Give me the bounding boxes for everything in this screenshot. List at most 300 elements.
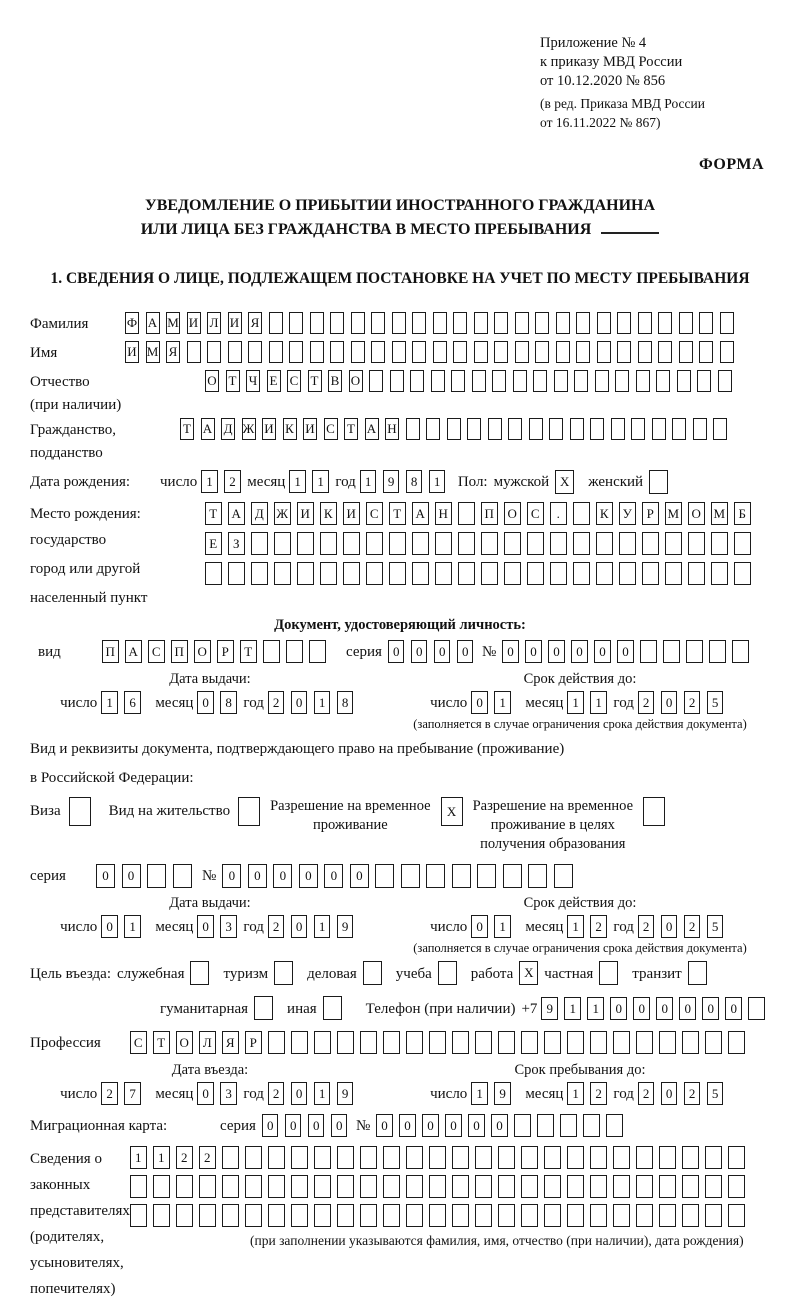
char-cell[interactable] <box>269 341 283 363</box>
char-cell[interactable] <box>383 1031 400 1054</box>
char-cell[interactable] <box>431 370 445 392</box>
char-cell[interactable]: 3 <box>220 915 237 938</box>
char-cell[interactable]: С <box>366 502 383 525</box>
char-cell[interactable] <box>458 502 475 525</box>
char-cell[interactable] <box>728 1204 745 1227</box>
char-cell[interactable]: 2 <box>268 691 285 714</box>
char-cell[interactable] <box>429 1031 446 1054</box>
char-cell[interactable]: 0 <box>679 997 696 1020</box>
char-cell[interactable] <box>481 562 498 585</box>
char-cell[interactable]: 0 <box>633 997 650 1020</box>
char-cell[interactable]: 0 <box>548 640 565 663</box>
char-cell[interactable]: 1 <box>590 691 607 714</box>
char-cell[interactable]: 0 <box>491 1114 508 1137</box>
char-cell[interactable] <box>611 418 625 440</box>
char-cell[interactable] <box>682 1146 699 1169</box>
char-cell[interactable] <box>360 1204 377 1227</box>
char-cell[interactable] <box>498 1204 515 1227</box>
char-cell[interactable] <box>590 1146 607 1169</box>
char-cell[interactable] <box>452 1031 469 1054</box>
char-cell[interactable]: 0 <box>502 640 519 663</box>
char-cell[interactable] <box>390 370 404 392</box>
char-cell[interactable] <box>748 997 765 1020</box>
char-cell[interactable] <box>406 418 420 440</box>
char-cell[interactable] <box>613 1146 630 1169</box>
char-cell[interactable]: М <box>665 502 682 525</box>
char-cell[interactable]: А <box>412 502 429 525</box>
char-cell[interactable] <box>679 341 693 363</box>
char-cell[interactable] <box>392 312 406 334</box>
char-cell[interactable] <box>504 562 521 585</box>
char-cell[interactable] <box>508 418 522 440</box>
char-cell[interactable]: 0 <box>122 864 141 888</box>
char-cell[interactable]: 0 <box>422 1114 439 1137</box>
char-cell[interactable] <box>467 418 481 440</box>
char-cell[interactable]: 0 <box>445 1114 462 1137</box>
char-cell[interactable]: 1 <box>567 915 584 938</box>
char-cell[interactable]: 2 <box>684 1082 701 1105</box>
char-cell[interactable]: 1 <box>564 997 581 1020</box>
char-cell[interactable]: П <box>481 502 498 525</box>
char-cell[interactable] <box>383 1175 400 1198</box>
visa-checkbox[interactable] <box>69 797 91 826</box>
char-cell[interactable]: 0 <box>411 640 428 663</box>
char-cell[interactable] <box>688 562 705 585</box>
char-cell[interactable] <box>697 370 711 392</box>
char-cell[interactable]: 0 <box>197 691 214 714</box>
char-cell[interactable] <box>677 370 691 392</box>
sex-male-checkbox[interactable]: X <box>555 470 574 494</box>
char-cell[interactable] <box>619 532 636 555</box>
char-cell[interactable]: 0 <box>376 1114 393 1137</box>
char-cell[interactable]: 7 <box>124 1082 141 1105</box>
char-cell[interactable]: 0 <box>661 691 678 714</box>
char-cell[interactable] <box>371 341 385 363</box>
char-cell[interactable] <box>521 1031 538 1054</box>
char-cell[interactable] <box>245 1204 262 1227</box>
char-cell[interactable]: 2 <box>268 1082 285 1105</box>
char-cell[interactable] <box>351 341 365 363</box>
char-cell[interactable]: Т <box>153 1031 170 1054</box>
char-cell[interactable] <box>369 370 383 392</box>
char-cell[interactable] <box>513 370 527 392</box>
char-cell[interactable]: 0 <box>468 1114 485 1137</box>
char-cell[interactable] <box>245 1146 262 1169</box>
char-cell[interactable] <box>228 341 242 363</box>
char-cell[interactable]: К <box>283 418 297 440</box>
char-cell[interactable]: 2 <box>638 915 655 938</box>
char-cell[interactable]: 2 <box>590 915 607 938</box>
char-cell[interactable] <box>514 1114 531 1137</box>
char-cell[interactable]: 0 <box>222 864 241 888</box>
char-cell[interactable] <box>360 1146 377 1169</box>
char-cell[interactable] <box>705 1031 722 1054</box>
char-cell[interactable] <box>472 370 486 392</box>
char-cell[interactable] <box>360 1175 377 1198</box>
char-cell[interactable]: 0 <box>661 1082 678 1105</box>
char-cell[interactable] <box>268 1146 285 1169</box>
char-cell[interactable]: 1 <box>201 470 218 493</box>
char-cell[interactable]: 0 <box>248 864 267 888</box>
purpose-study-checkbox[interactable] <box>438 961 457 985</box>
char-cell[interactable]: 5 <box>707 691 724 714</box>
char-cell[interactable] <box>153 1175 170 1198</box>
char-cell[interactable] <box>705 1175 722 1198</box>
char-cell[interactable] <box>199 1204 216 1227</box>
char-cell[interactable] <box>458 562 475 585</box>
char-cell[interactable] <box>268 1204 285 1227</box>
char-cell[interactable] <box>556 312 570 334</box>
char-cell[interactable] <box>659 1204 676 1227</box>
temp-residence-education-checkbox[interactable] <box>643 797 665 826</box>
char-cell[interactable] <box>330 312 344 334</box>
char-cell[interactable]: 1 <box>494 915 511 938</box>
char-cell[interactable]: Д <box>251 502 268 525</box>
char-cell[interactable] <box>330 341 344 363</box>
char-cell[interactable] <box>475 1204 492 1227</box>
char-cell[interactable] <box>251 532 268 555</box>
char-cell[interactable] <box>659 1175 676 1198</box>
char-cell[interactable] <box>537 1114 554 1137</box>
char-cell[interactable]: С <box>527 502 544 525</box>
temp-residence-checkbox[interactable]: X <box>441 797 463 826</box>
char-cell[interactable] <box>426 864 445 888</box>
char-cell[interactable] <box>337 1204 354 1227</box>
char-cell[interactable]: О <box>194 640 211 663</box>
char-cell[interactable]: 0 <box>331 1114 348 1137</box>
char-cell[interactable]: 1 <box>471 1082 488 1105</box>
char-cell[interactable]: З <box>228 532 245 555</box>
char-cell[interactable] <box>429 1204 446 1227</box>
char-cell[interactable]: 8 <box>337 691 354 714</box>
char-cell[interactable]: 1 <box>567 691 584 714</box>
char-cell[interactable] <box>659 1146 676 1169</box>
purpose-business-checkbox[interactable] <box>363 961 382 985</box>
char-cell[interactable] <box>682 1204 699 1227</box>
char-cell[interactable] <box>693 418 707 440</box>
char-cell[interactable] <box>711 562 728 585</box>
char-cell[interactable] <box>544 1175 561 1198</box>
char-cell[interactable] <box>636 1175 653 1198</box>
char-cell[interactable]: Л <box>199 1031 216 1054</box>
char-cell[interactable]: И <box>228 312 242 334</box>
char-cell[interactable]: . <box>550 502 567 525</box>
char-cell[interactable]: К <box>596 502 613 525</box>
char-cell[interactable] <box>130 1175 147 1198</box>
char-cell[interactable] <box>147 864 166 888</box>
char-cell[interactable] <box>544 1146 561 1169</box>
char-cell[interactable] <box>521 1204 538 1227</box>
char-cell[interactable] <box>453 312 467 334</box>
char-cell[interactable] <box>320 532 337 555</box>
char-cell[interactable] <box>343 532 360 555</box>
char-cell[interactable] <box>498 1146 515 1169</box>
char-cell[interactable]: 0 <box>571 640 588 663</box>
char-cell[interactable]: 1 <box>314 691 331 714</box>
char-cell[interactable] <box>474 312 488 334</box>
char-cell[interactable] <box>636 1031 653 1054</box>
char-cell[interactable]: Н <box>385 418 399 440</box>
char-cell[interactable]: 1 <box>314 1082 331 1105</box>
char-cell[interactable]: 0 <box>471 691 488 714</box>
char-cell[interactable] <box>659 1031 676 1054</box>
char-cell[interactable] <box>718 370 732 392</box>
char-cell[interactable] <box>286 640 303 663</box>
char-cell[interactable] <box>590 1204 607 1227</box>
char-cell[interactable]: О <box>205 370 219 392</box>
char-cell[interactable]: 2 <box>590 1082 607 1105</box>
char-cell[interactable] <box>412 341 426 363</box>
char-cell[interactable] <box>734 562 751 585</box>
purpose-other-checkbox[interactable] <box>323 996 342 1020</box>
purpose-humanitarian-checkbox[interactable] <box>254 996 273 1020</box>
char-cell[interactable] <box>494 312 508 334</box>
char-cell[interactable]: 0 <box>434 640 451 663</box>
char-cell[interactable]: 3 <box>220 1082 237 1105</box>
char-cell[interactable]: Я <box>166 341 180 363</box>
char-cell[interactable] <box>656 370 670 392</box>
char-cell[interactable] <box>406 1204 423 1227</box>
char-cell[interactable]: Т <box>308 370 322 392</box>
char-cell[interactable] <box>596 562 613 585</box>
char-cell[interactable] <box>672 418 686 440</box>
char-cell[interactable] <box>595 370 609 392</box>
char-cell[interactable]: 0 <box>273 864 292 888</box>
char-cell[interactable] <box>314 1175 331 1198</box>
char-cell[interactable]: Ж <box>242 418 256 440</box>
char-cell[interactable]: 2 <box>684 691 701 714</box>
char-cell[interactable]: 0 <box>617 640 634 663</box>
char-cell[interactable] <box>576 312 590 334</box>
char-cell[interactable] <box>337 1175 354 1198</box>
char-cell[interactable] <box>732 640 749 663</box>
char-cell[interactable] <box>521 1146 538 1169</box>
char-cell[interactable]: И <box>125 341 139 363</box>
char-cell[interactable] <box>176 1175 193 1198</box>
char-cell[interactable]: 0 <box>350 864 369 888</box>
char-cell[interactable]: Б <box>734 502 751 525</box>
char-cell[interactable] <box>665 562 682 585</box>
char-cell[interactable] <box>401 864 420 888</box>
char-cell[interactable] <box>590 1031 607 1054</box>
char-cell[interactable]: Е <box>205 532 222 555</box>
char-cell[interactable]: 1 <box>101 691 118 714</box>
char-cell[interactable] <box>549 418 563 440</box>
char-cell[interactable] <box>728 1146 745 1169</box>
char-cell[interactable] <box>521 1175 538 1198</box>
char-cell[interactable] <box>187 341 201 363</box>
char-cell[interactable] <box>686 640 703 663</box>
char-cell[interactable] <box>366 532 383 555</box>
char-cell[interactable] <box>289 312 303 334</box>
char-cell[interactable]: 9 <box>494 1082 511 1105</box>
char-cell[interactable] <box>515 312 529 334</box>
char-cell[interactable]: А <box>125 640 142 663</box>
char-cell[interactable] <box>406 1175 423 1198</box>
char-cell[interactable]: С <box>148 640 165 663</box>
char-cell[interactable]: А <box>228 502 245 525</box>
char-cell[interactable] <box>535 312 549 334</box>
char-cell[interactable]: 1 <box>494 691 511 714</box>
char-cell[interactable] <box>728 1175 745 1198</box>
char-cell[interactable] <box>360 1031 377 1054</box>
char-cell[interactable] <box>554 370 568 392</box>
char-cell[interactable] <box>173 864 192 888</box>
char-cell[interactable]: А <box>365 418 379 440</box>
char-cell[interactable] <box>435 532 452 555</box>
char-cell[interactable]: 8 <box>220 691 237 714</box>
char-cell[interactable] <box>389 562 406 585</box>
char-cell[interactable] <box>291 1204 308 1227</box>
char-cell[interactable] <box>638 312 652 334</box>
char-cell[interactable] <box>504 532 521 555</box>
char-cell[interactable] <box>426 418 440 440</box>
char-cell[interactable]: 0 <box>197 1082 214 1105</box>
char-cell[interactable]: Т <box>180 418 194 440</box>
char-cell[interactable] <box>222 1146 239 1169</box>
char-cell[interactable]: 5 <box>707 1082 724 1105</box>
char-cell[interactable] <box>573 502 590 525</box>
purpose-private-checkbox[interactable] <box>599 961 618 985</box>
char-cell[interactable]: 0 <box>594 640 611 663</box>
char-cell[interactable] <box>153 1204 170 1227</box>
char-cell[interactable] <box>222 1175 239 1198</box>
char-cell[interactable] <box>492 370 506 392</box>
char-cell[interactable] <box>366 562 383 585</box>
char-cell[interactable]: 1 <box>312 470 329 493</box>
char-cell[interactable] <box>314 1031 331 1054</box>
char-cell[interactable] <box>320 562 337 585</box>
char-cell[interactable]: 9 <box>337 915 354 938</box>
char-cell[interactable] <box>410 370 424 392</box>
char-cell[interactable] <box>433 312 447 334</box>
residence-permit-checkbox[interactable] <box>238 797 260 826</box>
char-cell[interactable] <box>642 562 659 585</box>
char-cell[interactable]: 9 <box>541 997 558 1020</box>
char-cell[interactable]: М <box>711 502 728 525</box>
char-cell[interactable] <box>567 1204 584 1227</box>
char-cell[interactable] <box>613 1204 630 1227</box>
char-cell[interactable]: 0 <box>702 997 719 1020</box>
char-cell[interactable] <box>596 532 613 555</box>
char-cell[interactable] <box>452 1204 469 1227</box>
char-cell[interactable] <box>679 312 693 334</box>
char-cell[interactable] <box>688 532 705 555</box>
char-cell[interactable] <box>720 312 734 334</box>
char-cell[interactable] <box>289 341 303 363</box>
char-cell[interactable]: И <box>303 418 317 440</box>
char-cell[interactable]: М <box>146 341 160 363</box>
char-cell[interactable]: 0 <box>291 915 308 938</box>
char-cell[interactable] <box>528 864 547 888</box>
char-cell[interactable]: 2 <box>268 915 285 938</box>
char-cell[interactable]: 2 <box>199 1146 216 1169</box>
char-cell[interactable]: 0 <box>471 915 488 938</box>
char-cell[interactable] <box>720 341 734 363</box>
char-cell[interactable] <box>371 312 385 334</box>
char-cell[interactable]: 0 <box>324 864 343 888</box>
char-cell[interactable] <box>383 1204 400 1227</box>
char-cell[interactable] <box>452 1146 469 1169</box>
char-cell[interactable]: 2 <box>224 470 241 493</box>
char-cell[interactable] <box>597 341 611 363</box>
char-cell[interactable] <box>556 341 570 363</box>
char-cell[interactable]: А <box>201 418 215 440</box>
char-cell[interactable] <box>205 562 222 585</box>
char-cell[interactable] <box>343 562 360 585</box>
char-cell[interactable] <box>452 1175 469 1198</box>
char-cell[interactable]: Т <box>205 502 222 525</box>
char-cell[interactable] <box>583 1114 600 1137</box>
char-cell[interactable]: 5 <box>707 915 724 938</box>
char-cell[interactable] <box>274 562 291 585</box>
char-cell[interactable] <box>619 562 636 585</box>
char-cell[interactable]: 0 <box>285 1114 302 1137</box>
char-cell[interactable] <box>488 418 502 440</box>
char-cell[interactable] <box>458 532 475 555</box>
char-cell[interactable] <box>636 370 650 392</box>
char-cell[interactable] <box>613 1031 630 1054</box>
char-cell[interactable] <box>199 1175 216 1198</box>
char-cell[interactable]: 2 <box>638 1082 655 1105</box>
char-cell[interactable] <box>412 312 426 334</box>
char-cell[interactable] <box>314 1204 331 1227</box>
char-cell[interactable]: 6 <box>124 691 141 714</box>
char-cell[interactable] <box>263 640 280 663</box>
char-cell[interactable] <box>705 1146 722 1169</box>
char-cell[interactable] <box>550 562 567 585</box>
char-cell[interactable] <box>705 1204 722 1227</box>
char-cell[interactable] <box>570 418 584 440</box>
char-cell[interactable]: К <box>320 502 337 525</box>
char-cell[interactable]: 0 <box>299 864 318 888</box>
char-cell[interactable]: 1 <box>360 470 377 493</box>
char-cell[interactable]: 0 <box>101 915 118 938</box>
char-cell[interactable] <box>269 312 283 334</box>
char-cell[interactable] <box>527 532 544 555</box>
char-cell[interactable] <box>713 418 727 440</box>
char-cell[interactable] <box>268 1031 285 1054</box>
char-cell[interactable] <box>351 312 365 334</box>
char-cell[interactable] <box>576 341 590 363</box>
char-cell[interactable] <box>291 1146 308 1169</box>
char-cell[interactable] <box>503 864 522 888</box>
char-cell[interactable]: 0 <box>291 1082 308 1105</box>
char-cell[interactable]: Ж <box>274 502 291 525</box>
sex-female-checkbox[interactable] <box>649 470 668 494</box>
char-cell[interactable]: А <box>146 312 160 334</box>
char-cell[interactable] <box>498 1031 515 1054</box>
char-cell[interactable] <box>274 532 291 555</box>
char-cell[interactable] <box>452 864 471 888</box>
char-cell[interactable] <box>550 532 567 555</box>
char-cell[interactable]: 1 <box>153 1146 170 1169</box>
char-cell[interactable] <box>433 341 447 363</box>
char-cell[interactable]: О <box>176 1031 193 1054</box>
char-cell[interactable]: 0 <box>399 1114 416 1137</box>
char-cell[interactable] <box>309 640 326 663</box>
char-cell[interactable] <box>251 562 268 585</box>
char-cell[interactable] <box>383 1146 400 1169</box>
char-cell[interactable] <box>682 1175 699 1198</box>
char-cell[interactable]: 1 <box>587 997 604 1020</box>
char-cell[interactable] <box>477 864 496 888</box>
char-cell[interactable]: В <box>328 370 342 392</box>
char-cell[interactable]: У <box>619 502 636 525</box>
char-cell[interactable] <box>310 312 324 334</box>
char-cell[interactable] <box>590 418 604 440</box>
char-cell[interactable]: Т <box>240 640 257 663</box>
